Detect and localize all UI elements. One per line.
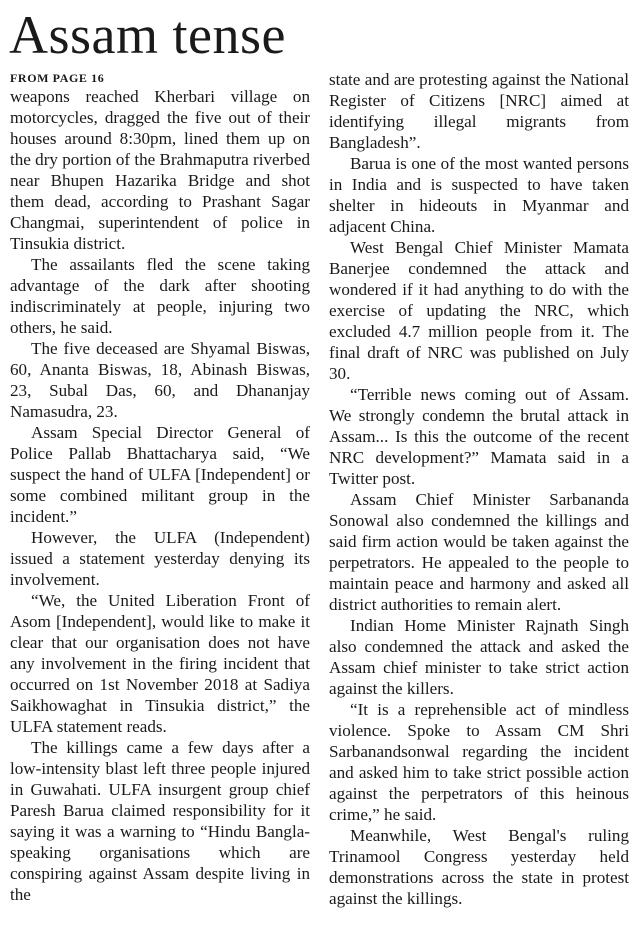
paragraph: The five deceased are Shyamal Biswas, 60, Ananta Biswas, 18, Abinash Biswas, 23, Subal Das, 60, and Dhananjay Namasudra, 23. bbox=[10, 339, 310, 421]
article-column-left bbox=[10, 86, 310, 905]
paragraph: Barua is one of the most wanted persons in India and is suspected to have taken shelter in hideouts in Myanmar and adjacent China. bbox=[329, 154, 629, 236]
article-column-right bbox=[329, 69, 629, 909]
paragraph: “It is a reprehensible act of mindless violence. Spoke to Assam CM Shri Sarbanandsonwal regarding the incident and asked him to take strict possible action against the perpetrators of this heinous crime,” he said. bbox=[329, 700, 629, 824]
paragraph: Assam Special Director General of Police Pallab Bhattacharya said, “We suspect the hand of ULFA [Independent] or some combined militant group in the incident.” bbox=[10, 423, 310, 526]
paragraph: Indian Home Minister Rajnath Singh also condemned the attack and asked the Assam chief minister to take strict action against the killers. bbox=[329, 616, 629, 698]
paragraph: “We, the United Liberation Front of Asom [Independent], would like to make it clear that our organisation does not have any involvement in the firing incident that occurred on 1st November 2018 at Sadiya Saikhowaghat in Tinsukia district,” the ULFA statement reads. bbox=[10, 591, 310, 736]
paragraph: “Terrible news coming out of Assam. We strongly condemn the brutal attack in Assam... Is this the outcome of the recent NRC development?” Mamata said in a Twitter post. bbox=[329, 385, 629, 488]
paragraph: Assam Chief Minister Sarbananda Sonowal also condemned the killings and said firm action would be taken against the perpetrators. He appealed to the people to maintain peace and harmony and asked all district authorities to remain alert. bbox=[329, 490, 629, 614]
paragraph: The killings came a few days after a low-intensity blast left three people injured in Guwahati. ULFA insurgent group chief Paresh Barua claimed responsibility for it saying it was a warning to “Hindu Bangla-speaking organisations which are conspiring against Assam despite living in the bbox=[10, 738, 310, 904]
paragraph: However, the ULFA (Independent) issued a statement yesterday denying its involvement. bbox=[10, 528, 310, 589]
headline: Assam tense bbox=[9, 5, 286, 65]
paragraph: weapons reached Kherbari village on motorcycles, dragged the five out of their houses around 8:30pm, lined them up on the dry portion of the Brahmaputra riverbed near Bhupen Hazarika Bridge and shot them dead, according to Prashant Sagar Changmai, superintendent of police in Tinsukia district. bbox=[10, 87, 310, 253]
paragraph: Meanwhile, West Bengal's ruling Trinamool Congress yesterday held demonstrations across the state in protest against the killings. bbox=[329, 826, 629, 908]
paragraph: West Bengal Chief Minister Mamata Banerjee condemned the attack and wondered if it had anything to do with the exercise of updating the NRC, which excluded 4.7 million people from it. The final draft of NRC was published on July 30. bbox=[329, 238, 629, 383]
jump-line: FROM PAGE 16 bbox=[10, 71, 105, 85]
paragraph: state and are protesting against the National Register of Citizens [NRC] aimed at identifying illegal migrants from Bangladesh”. bbox=[329, 70, 629, 152]
paragraph: The assailants fled the scene taking advantage of the dark after shooting indiscriminately at people, injuring two others, he said. bbox=[10, 255, 310, 337]
